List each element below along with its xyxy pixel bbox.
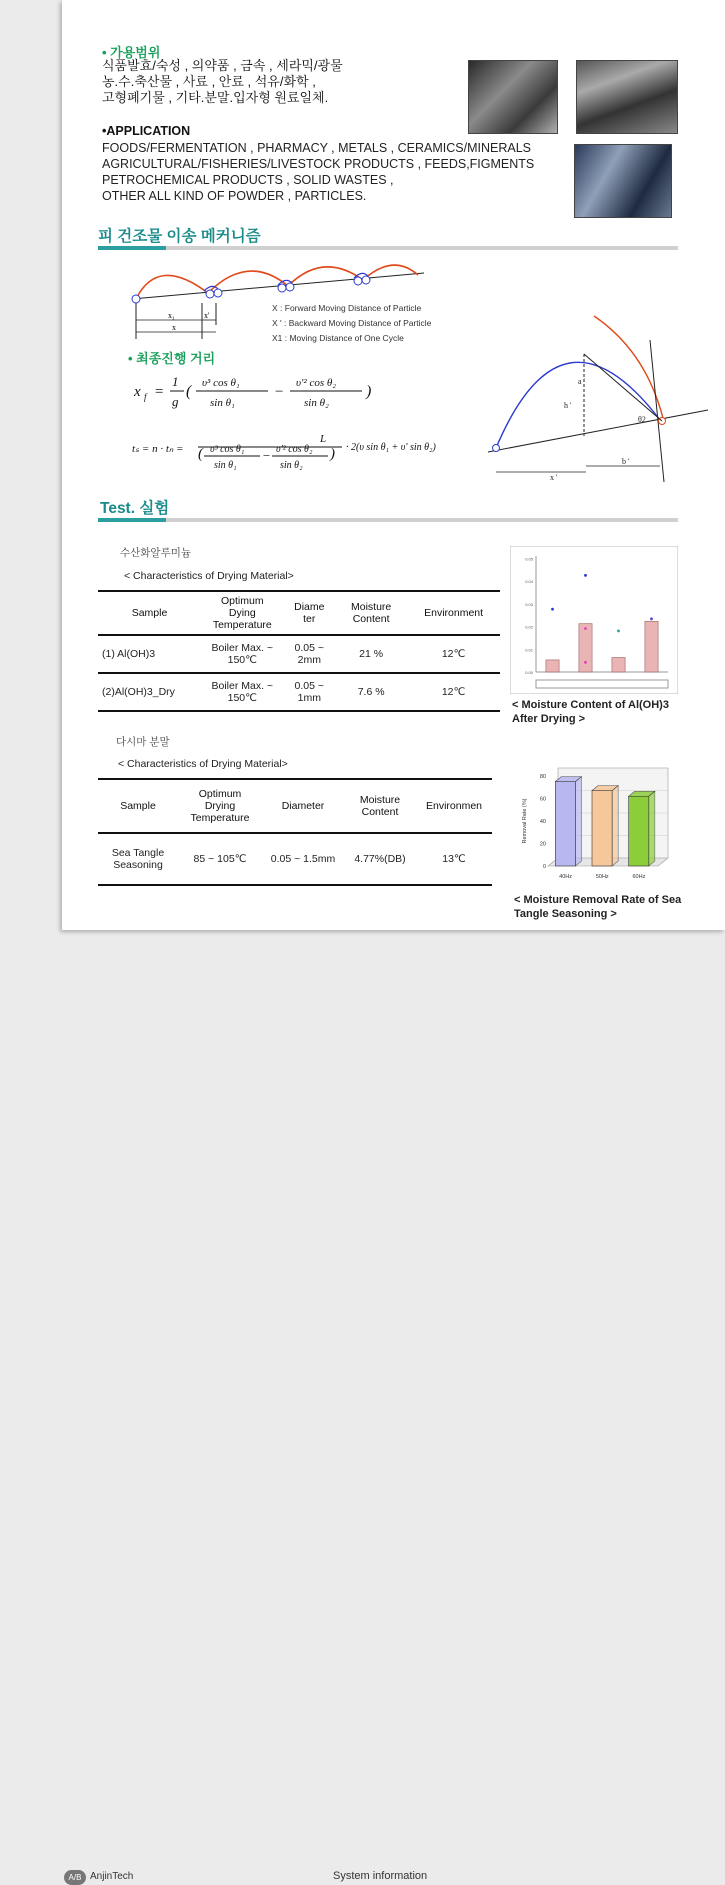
chart1-point xyxy=(584,627,587,630)
chart1-bar xyxy=(645,621,658,672)
chart1-legend xyxy=(536,680,668,688)
application-lines xyxy=(102,140,534,204)
chart2-category-label: 50Hz xyxy=(595,874,609,880)
cell-temp: Boiler Max. ~ 150℃ xyxy=(211,680,274,704)
cell-sample: Sea Tangle Seasoning xyxy=(111,847,165,871)
table-row xyxy=(98,833,492,885)
chart1-bar xyxy=(612,658,625,673)
chart1-tick-label: 0.02 xyxy=(525,624,533,630)
chart1-tick-label: 0.05 xyxy=(525,556,533,562)
company-name: AnjinTech xyxy=(90,1871,134,1882)
factory-photo-3 xyxy=(574,144,672,218)
chart2-bar-side xyxy=(576,777,582,866)
col-moisture: Moisture Content xyxy=(359,794,401,818)
label-a: a ' xyxy=(578,377,585,386)
factory-photo-1 xyxy=(468,60,558,134)
chart1-bar xyxy=(579,624,592,672)
col-diameter: Diameter xyxy=(281,800,325,812)
svg-text:x₁: x₁ xyxy=(168,311,175,320)
chart1-bar xyxy=(546,660,559,672)
cell-moisture: 21 % xyxy=(359,648,384,660)
material2-table xyxy=(98,778,492,886)
label-b: b ' xyxy=(622,457,630,466)
chart2-bar xyxy=(629,796,649,866)
chart2-bars xyxy=(555,777,655,880)
legend-backward: X ' : Backward Moving Distance of Particle xyxy=(272,318,432,328)
application-line: PETROCHEMICAL PRODUCTS , SOLID WASTES , xyxy=(102,173,394,187)
chart1-point xyxy=(551,608,554,611)
svg-text:(: ( xyxy=(198,446,203,462)
application-title: •APPLICATION xyxy=(102,124,191,138)
scope-line: 농.수.축산물 , 사료 , 안료 , 석유/화학 , xyxy=(102,74,316,89)
svg-text:sin θ₁: sin θ₁ xyxy=(210,397,235,409)
chart2-ylabel: Removal Rate (%) xyxy=(522,798,528,844)
svg-text:tₛ = n · tₙ =: tₛ = n · tₙ = xyxy=(132,443,184,455)
col-temp: Optimum Dying Temperature xyxy=(212,595,272,631)
chart1-point xyxy=(584,661,587,664)
table-row xyxy=(98,635,500,673)
removal-rate-chart xyxy=(518,762,678,886)
svg-text:): ) xyxy=(330,446,335,462)
chart2-category-label: 40Hz xyxy=(559,874,573,880)
label-theta: θ2 xyxy=(638,415,646,424)
chart2-bar xyxy=(592,791,612,866)
material2-name: 다시마 분말 xyxy=(116,736,170,748)
chart1-caption: < Moisture Content of Al(OH)3 After Drying > xyxy=(512,699,669,725)
cell-sample: (1) Al(OH)3 xyxy=(102,648,156,660)
section-divider-accent xyxy=(98,246,166,250)
col-temp: Optimum Drying Temperature xyxy=(190,788,250,824)
cell-temp: Boiler Max. ~ 150℃ xyxy=(211,642,274,666)
col-env: Environment xyxy=(424,607,484,619)
svg-text:x: x xyxy=(172,323,176,332)
svg-text:· 2(υ sin θ₁ + υ' sin θ₂): · 2(υ sin θ₁ + υ' sin θ₂) xyxy=(346,442,436,453)
cell-moisture: 4.77%(DB) xyxy=(354,853,406,865)
final-distance-label: • 최종진행 거리 xyxy=(128,351,216,366)
chart1-point xyxy=(584,574,587,577)
chart1-tick-label: 0.01 xyxy=(525,647,533,653)
col-sample: Sample xyxy=(120,800,156,812)
cell-diameter: 0.05 ~ 1.5mm xyxy=(270,853,336,865)
svg-text:=: = xyxy=(154,384,165,400)
col-sample: Sample xyxy=(131,607,168,619)
moisture-chart xyxy=(510,546,678,694)
scope-line: 식품발효/숙성 , 의약품 , 금속 , 세라믹/광물 xyxy=(102,58,343,73)
cell-diameter: 0.05 ~ 1mm xyxy=(294,680,325,704)
svg-text:sin θ₂: sin θ₂ xyxy=(280,460,303,471)
chart2-caption: < Moisture Removal Rate of Sea Tangle Seasoning > xyxy=(514,894,682,920)
cell-temp: 85 ~ 105℃ xyxy=(193,853,247,865)
distance-formula xyxy=(132,368,472,480)
chart2-bar-side xyxy=(612,786,618,866)
svg-text:(: ( xyxy=(186,383,192,400)
svg-text:−: − xyxy=(262,448,271,463)
mechanism-title: 피 건조물 이송 메커니즘 xyxy=(98,228,261,245)
chart2-tick-label: 80 xyxy=(539,774,546,780)
footer-title: System information xyxy=(333,1870,428,1882)
label-x: x ' xyxy=(550,473,558,482)
svg-text:1: 1 xyxy=(172,374,179,389)
material2-heading: < Characteristics of Drying Material> xyxy=(118,758,288,770)
svg-text:g: g xyxy=(172,394,179,409)
trajectory-diagram xyxy=(482,312,716,482)
material1-name: 수산화알루미늄 xyxy=(120,547,192,559)
page xyxy=(62,0,725,930)
chart2-tick-label: 40 xyxy=(539,819,546,825)
chart2-tick-label: 0 xyxy=(542,864,546,870)
cell-diameter: 0.05 ~ 2mm xyxy=(294,642,325,666)
svg-text:L: L xyxy=(320,433,327,445)
chart2-tick-label: 60 xyxy=(539,796,546,803)
svg-text:): ) xyxy=(366,383,372,400)
svg-text:sin θ₂: sin θ₂ xyxy=(304,397,329,409)
footer xyxy=(0,930,725,1882)
chart1-point xyxy=(650,617,653,620)
test-divider-accent xyxy=(98,518,166,522)
chart2-category-label: 60Hz xyxy=(632,874,646,880)
company-logo: A/B xyxy=(64,1870,86,1885)
label-h: h ' xyxy=(564,401,572,410)
svg-text:f: f xyxy=(144,392,147,402)
material1-heading: < Characteristics of Drying Material> xyxy=(124,570,294,582)
legend-cycle: X1 : Moving Distance of One Cycle xyxy=(272,333,404,343)
svg-text:sin θ₁: sin θ₁ xyxy=(214,460,237,471)
test-divider xyxy=(98,518,678,522)
cell-env: 12℃ xyxy=(441,686,466,698)
chart2-bar-side xyxy=(649,791,655,866)
factory-photo-2 xyxy=(576,60,678,134)
col-diameter: Diame ter xyxy=(294,601,325,625)
material1-table xyxy=(98,590,500,712)
scope-lines xyxy=(102,58,343,106)
chart1-tick-label: 0.04 xyxy=(525,579,533,585)
application-line: FOODS/FERMENTATION , PHARMACY , METALS , CERAMICS/MINERALS xyxy=(102,141,531,155)
table-row xyxy=(98,673,500,711)
chart2-tick-label: 20 xyxy=(539,841,546,848)
test-title: Test. 실험 xyxy=(100,500,170,517)
scope-line: 고형폐기물 , 기타.분말.입자형 원료일체. xyxy=(102,90,329,105)
chart1-tick-label: 0.03 xyxy=(525,601,533,607)
svg-text:−: − xyxy=(274,384,285,400)
col-moisture: Moisture Content xyxy=(350,601,392,625)
scope-title: • 가용범위 xyxy=(102,45,161,60)
chart2-bar xyxy=(555,782,575,866)
svg-text:υ'² cos θ₂: υ'² cos θ₂ xyxy=(296,377,337,389)
cell-moisture: 7.6 % xyxy=(357,686,385,698)
svg-text:x': x' xyxy=(204,311,210,320)
chart1-point xyxy=(617,630,620,633)
section-divider xyxy=(98,246,678,250)
col-env: Environmen xyxy=(425,800,483,812)
svg-text:υ³ cos θ₁: υ³ cos θ₁ xyxy=(210,444,245,455)
legend-forward: X : Forward Moving Distance of Particle xyxy=(272,303,422,313)
chart1-tick-label: 0.00 xyxy=(525,670,533,675)
cell-env: 13℃ xyxy=(442,853,466,865)
svg-text:υ³ cos θ₁: υ³ cos θ₁ xyxy=(202,377,240,389)
application-line: AGRICULTURAL/FISHERIES/LIVESTOCK PRODUCTS , FEEDS,FIGMENTS xyxy=(102,157,535,171)
svg-text:υ'² cos θ₂: υ'² cos θ₂ xyxy=(276,444,313,455)
application-line: OTHER ALL KIND OF POWDER , PARTICLES. xyxy=(102,189,367,203)
cell-env: 12℃ xyxy=(441,648,466,660)
svg-text:x: x xyxy=(134,384,141,400)
cell-sample: (2)Al(OH)3_Dry xyxy=(102,686,175,698)
